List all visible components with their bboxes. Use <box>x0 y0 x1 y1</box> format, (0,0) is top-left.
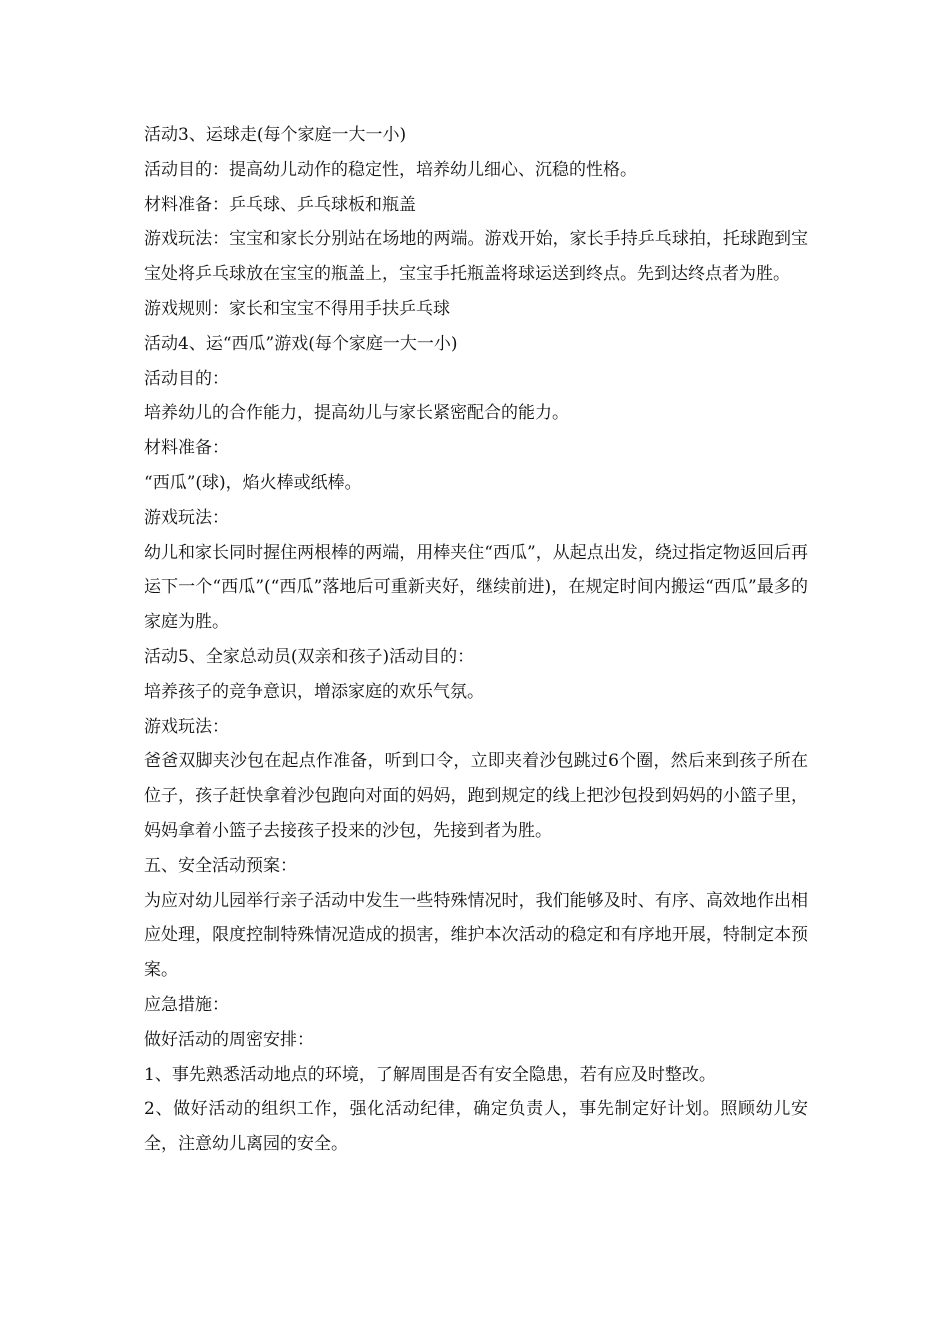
measure-item-2: 2、做好活动的组织工作，强化活动纪律，确定负责人，事先制定好计划。照顾幼儿安全，注意幼儿离园的安全。 <box>144 1099 808 1155</box>
heading-activity-3: 活动3、运球走(每个家庭一大一小) <box>144 125 407 145</box>
activity-3-gameplay: 游戏玩法：宝宝和家长分别站在场地的两端。游戏开始，家长手持乒乓球拍，托球跑到宝宝处将乒乓球放在宝宝的瓶盖上，宝宝手托瓶盖将球运送到终点。先到达终点者为胜。 <box>144 229 808 285</box>
arrangement-label: 做好活动的周密安排： <box>144 1029 314 1050</box>
heading-activity-5: 活动5、全家总动员(双亲和孩子)活动目的： <box>144 646 475 667</box>
activity-3-rules: 游戏规则：家长和宝宝不得用手扶乒乓球 <box>144 298 450 319</box>
activity-5-gameplay: 爸爸双脚夹沙包在起点作准备，听到口令，立即夹着沙包跳过6个圈，然后来到孩子所在位子，孩子赶快拿着沙包跑向对面的妈妈，跑到规定的线上把沙包投到妈妈的小篮子里，妈妈拿着小篮子去接孩子投来的沙包，先接到者为胜。 <box>144 751 808 841</box>
heading-activity-4: 活动4、运“西瓜”游戏(每个家庭一大一小) <box>144 333 458 354</box>
measure-item-1: 1、事先熟悉活动地点的环境，了解周围是否有安全隐患，若有应及时整改。 <box>144 1064 716 1085</box>
activity-4-gameplay: 幼儿和家长同时握住两根棒的两端，用棒夹住“西瓜”，从起点出发，绕过指定物返回后再运下一个“西瓜”(“西瓜”落地后可重新夹好，继续前进)，在规定时间内搬运“西瓜”最多的家庭为胜。 <box>144 542 808 633</box>
activity-4-materials-label: 材料准备： <box>144 438 229 459</box>
document-body <box>144 118 808 1162</box>
emergency-measures-label: 应急措施： <box>144 994 229 1015</box>
activity-4-goal-label: 活动目的： <box>144 368 229 389</box>
heading-safety-plan: 五、安全活动预案： <box>144 855 297 876</box>
activity-5-goal: 培养孩子的竞争意识，增添家庭的欢乐气氛。 <box>144 681 484 702</box>
safety-plan-intro: 为应对幼儿园举行亲子活动中发生一些特殊情况时，我们能够及时、有序、高效地作出相应处理，限度控制特殊情况造成的损害，维护本次活动的稳定和有序地开展，特制定本预案。 <box>144 890 808 981</box>
activity-4-goal: 培养幼儿的合作能力，提高幼儿与家长紧密配合的能力。 <box>144 403 569 424</box>
activity-4-gameplay-label: 游戏玩法： <box>144 507 229 528</box>
activity-3-goal: 活动目的：提高幼儿动作的稳定性，培养幼儿细心、沉稳的性格。 <box>144 159 637 180</box>
activity-5-gameplay-label: 游戏玩法： <box>144 716 229 737</box>
activity-3-materials: 材料准备：乒乓球、乒乓球板和瓶盖 <box>144 194 416 215</box>
activity-4-materials: “西瓜”(球)，焰火棒或纸棒。 <box>144 472 362 493</box>
